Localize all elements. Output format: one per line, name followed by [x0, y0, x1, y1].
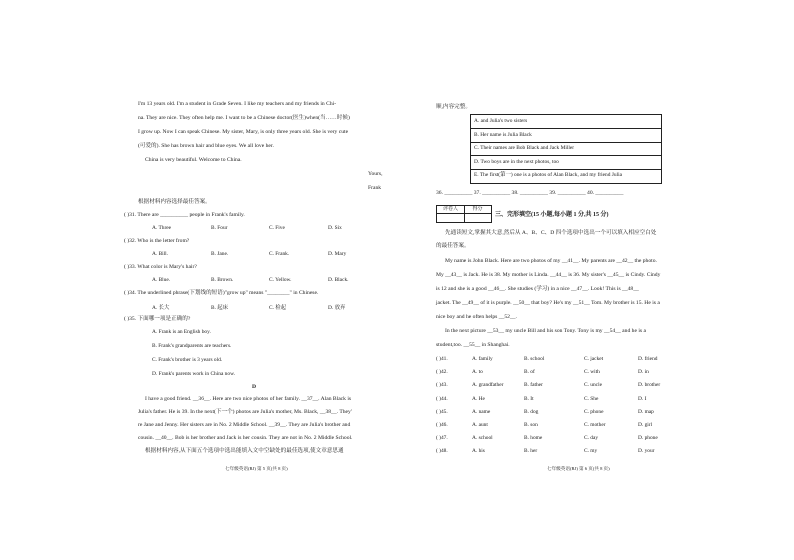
cloze-question-number: ( )45. — [436, 408, 448, 415]
cloze-option-a: A. name — [472, 408, 491, 415]
q33-option-d: D. Black. — [328, 277, 349, 283]
signoff-yours: Yours, — [368, 171, 383, 177]
options-box — [470, 114, 662, 184]
cloze-option-d: D. your — [638, 448, 655, 455]
q35-option-b: B. Frank's grandparents are teachers. — [152, 343, 232, 349]
instruction-c: 根据材料内容选择最佳答案。 — [138, 199, 211, 205]
passage-c-line-2: na. They are nice. They often help me. I want to be a Chinese doctor(医生)when(当……时候) — [138, 115, 350, 121]
cloze-option-b: B. father — [524, 382, 543, 389]
question-33: ( )33. What color is Mary's hair? — [124, 264, 197, 270]
q34-option-a: A. 长大 — [152, 305, 170, 311]
cloze-option-a: A. He — [472, 395, 485, 402]
q31-option-a: A. Three — [152, 225, 172, 231]
passage-d-line-4: cousin. __40__. Bob is her brother and Jack is her cousin. They are not in No. 2 Middle School. — [138, 435, 353, 441]
q35-option-d: D. Frank's parents work in China now. — [152, 371, 235, 377]
question-35: ( )35. 下面哪一项是正确的? — [124, 316, 191, 322]
cloze-option-c: C. uncle — [584, 382, 602, 389]
cloze-option-d: D. in — [638, 369, 649, 376]
q33-option-a: A. Blue. — [152, 277, 171, 283]
cloze-passage-line-3: is 12 and she is a good __46__. She studies (学习) in a nice __47__. Look! This is __48__ — [436, 286, 639, 292]
cloze-passage-line-4: jacket. The __49__ of it is purple. __50__ that boy? He's my __51__ Tom. My brother is 15. He is a — [436, 300, 660, 306]
option-box-e: E. The first(第一) one is a photos of Alan Black, and my friend Julia — [474, 172, 622, 178]
passage-c-line-5: China is very beautiful. Welcome to China. — [145, 157, 242, 163]
score-box-divider — [464, 213, 465, 222]
cloze-option-a: A. school — [472, 435, 493, 442]
section-d-label: D — [252, 384, 257, 390]
option-box-c: C. Their names are Bob Black and Jack Miller — [471, 142, 661, 156]
cloze-option-d: D. phone — [638, 435, 658, 442]
q31-option-c: C. Five — [269, 225, 285, 231]
cloze-question-number: ( )44. — [436, 395, 448, 402]
score-box-grader: 评卷人 — [437, 206, 465, 214]
cloze-option-b: B. It — [524, 395, 534, 402]
passage-d-line-2: Julia's father. He is 39. In the next(下一个) photos are Julia's mother, Ms. Black, __38__. They' — [138, 409, 352, 415]
q31-option-b: B. Four — [211, 225, 228, 231]
cloze-option-c: C. She — [584, 395, 599, 402]
question-31: ( )31. There are __________ people in Frank's family. — [124, 212, 245, 218]
cloze-option-c: C. with — [584, 369, 600, 376]
cloze-option-c: C. mother — [584, 422, 606, 428]
cloze-option-b: B. dog — [524, 408, 539, 415]
cloze-option-a: A. to — [472, 369, 483, 376]
right-page-footer: 七年级英语(RJ) 第 6 页(共 8 页) — [547, 466, 610, 471]
cloze-question-number: ( )42. — [436, 369, 448, 376]
q34-option-b: B. 起床 — [211, 305, 229, 311]
option-box-b: B. Her name is Julia Black — [471, 129, 661, 143]
question-32: ( )32. Who is the letter from? — [124, 238, 190, 244]
cloze-passage-line-7: student,too. __55__ in Shanghai. — [436, 342, 510, 348]
cloze-option-a: A. aunt — [472, 422, 488, 428]
q33-option-b: B. Brown. — [211, 277, 234, 283]
option-box-a: A. and Julia's two sisters — [471, 115, 661, 129]
cloze-instruction-1: 先通读短文,掌握其大意,然后从 A、B、C、D 四个选项中选出一个可以填入相应空白处 — [445, 230, 657, 236]
passage-c-line-4: (可爱的). She has brown hair and blue eyes. We all love her. — [138, 143, 274, 149]
q31-option-d: D. Six — [328, 225, 342, 231]
q32-option-a: A. Bill. — [152, 251, 169, 257]
q33-option-c: C. Yellow. — [269, 277, 292, 283]
option-box-d: D. Two boys are in the next photos, too — [471, 156, 661, 170]
q35-option-a: A. Frank is an English boy. — [152, 329, 211, 335]
cloze-instruction-2: 的最佳答案。 — [436, 243, 470, 249]
cloze-passage-line-6: In the next picture __53__ my uncle Bill and his son Tony. Tony is my __54__ and he is a — [445, 328, 646, 334]
top-line: 顺,内容完整。 — [436, 104, 471, 110]
cloze-passage-line-2: My __43__ is Jack. He is 38. My mother is Linda. __44__ is 36. My sister's __45__ is Cindy. Cindy — [436, 272, 661, 278]
signoff-name: Frank — [368, 185, 382, 191]
cloze-option-b: B. son — [524, 422, 538, 428]
q35-option-c: C. Frank's brother is 3 years old. — [152, 357, 223, 363]
cloze-option-b: B. her — [524, 448, 538, 455]
cloze-option-a: A. his — [472, 448, 485, 455]
passage-d-line-1: I have a good friend. __36__. Here are two nice photos of her family. __37__. Alan Black is — [145, 396, 352, 402]
left-page-footer: 七年级英语(RJ) 第 5 页(共 8 页) — [225, 466, 288, 471]
cloze-option-a: A. grandfather — [472, 382, 504, 389]
passage-d-line-3: re Jane and Jenny. Her sisters are in No. 2 Middle School. __39__. They are Julia's brother and — [138, 422, 351, 428]
cloze-option-c: C. my — [584, 448, 598, 455]
score-box — [436, 205, 492, 223]
cloze-option-c: C. phone — [584, 408, 604, 415]
cloze-option-b: B. of — [524, 369, 535, 376]
right-page — [397, 0, 794, 560]
q34-option-d: D. 放弃 — [328, 305, 346, 311]
cloze-question-number: ( )46. — [436, 422, 448, 428]
cloze-option-a: A. family — [472, 356, 493, 362]
question-34: ( )34. The underlined phrase(下划线的短语)"grow up" means "________" in Chinese. — [124, 290, 319, 296]
cloze-option-d: D. brother — [638, 382, 661, 389]
cloze-option-c: C. day — [584, 435, 599, 442]
q34-option-c: C. 检起 — [269, 305, 287, 311]
cloze-passage-line-1: My name is John Black. Here are two photos of my __41__. My parents are __42__ the photo. — [445, 258, 657, 264]
q32-option-d: D. Mary — [328, 251, 347, 257]
cloze-question-number: ( )41. — [436, 356, 448, 362]
cloze-option-d: D. I — [638, 395, 647, 402]
cloze-option-b: B. school — [524, 356, 545, 362]
passage-c-line-3: I grow up. Now I can speak Chinese. My sister, Mary, is only three years old. She is very cute — [138, 129, 349, 135]
cloze-question-number: ( )47. — [436, 435, 448, 442]
cloze-passage-line-5: nice boy and he often helps __52__. — [436, 314, 517, 320]
cloze-question-number: ( )48. — [436, 448, 448, 455]
cloze-option-d: D. girl — [638, 422, 653, 428]
cloze-question-number: ( )43. — [436, 382, 448, 389]
q32-option-c: C. Frank. — [269, 251, 290, 257]
passage-d-line-5: 根据材料内容,从下面五个选项中选出能填入文中空缺处的最佳选项,使文章意思通 — [145, 448, 344, 454]
cloze-option-d: D. map — [638, 408, 654, 415]
section-three-title: 三、完形填空(15 小题,每小题 1 分,共 15 分) — [495, 212, 609, 218]
q32-option-b: B. Jane. — [211, 251, 229, 257]
cloze-option-b: B. home — [524, 435, 543, 442]
cloze-option-c: C. jacket — [584, 356, 604, 362]
cloze-option-d: D. friend — [638, 356, 658, 362]
passage-c-line-1: I'm 13 years old. I'm a student in Grade Seven. I like my teachers and my friends in Chi- — [138, 101, 337, 107]
answer-line: 36. __________ 37. __________ 38. __________ 39. __________ 40. __________ — [436, 190, 624, 196]
score-box-score: 得分 — [464, 206, 491, 214]
